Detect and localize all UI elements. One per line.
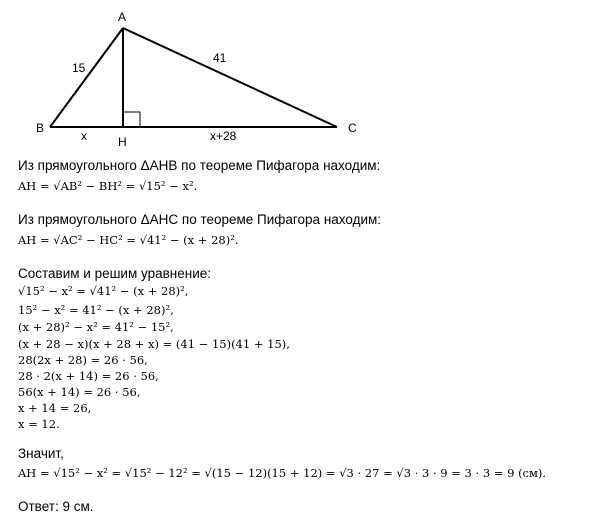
section1-equation: AH = √AB² − BH² = √15² − x².: [18, 179, 198, 193]
right-angle-mark: [123, 112, 140, 127]
section4-equation: AH = √15² − x² = √15² − 12² = √(15 − 12)(15 + 12) = √3 · 27 = √3 · 3 · 9 = 3 · 3 = 9 (см).: [18, 466, 547, 480]
vertex-b-label: B: [36, 121, 45, 135]
triangle-diagram: [0, 0, 600, 150]
triangle-abc: [50, 28, 337, 127]
section4-heading: Значит,: [18, 446, 64, 461]
section2-heading: Из прямоугольного ΔАНС по теореме Пифагора находим:: [18, 212, 382, 227]
vertex-a-label: A: [118, 10, 127, 24]
side-ac-label: 41: [213, 51, 227, 65]
equation-line: √15² − x² = √41² − (x + 28)²,: [18, 284, 189, 298]
segment-bh-label: x: [81, 129, 87, 143]
equation-line: 15² − x² = 41² − (x + 28)²,: [18, 303, 174, 317]
section1-heading: Из прямоугольного ΔАНВ по теореме Пифагора находим:: [18, 158, 381, 173]
equation-line: (x + 28)² − x² = 41² − 15²,: [18, 320, 174, 334]
equation-line: x = 12.: [18, 417, 60, 431]
answer-line: Ответ: 9 см.: [18, 499, 94, 514]
equation-line: (x + 28 − x)(x + 28 + x) = (41 − 15)(41 + 15),: [18, 337, 290, 351]
side-ab-label: 15: [72, 61, 86, 75]
section2-equation: AH = √AC² − HC² = √41² − (x + 28)².: [18, 233, 239, 247]
equation-line: x + 14 = 26,: [18, 401, 92, 415]
vertex-c-label: C: [348, 121, 357, 135]
segment-hc-label: x+28: [210, 129, 237, 143]
equation-line: 28 · 2(x + 14) = 26 · 56,: [18, 369, 159, 383]
section3-heading: Составим и решим уравнение:: [18, 266, 212, 281]
equation-line: 56(x + 14) = 26 · 56,: [18, 385, 141, 399]
equation-line: 28(2x + 28) = 26 · 56,: [18, 353, 148, 367]
foot-h-label: H: [118, 135, 127, 149]
